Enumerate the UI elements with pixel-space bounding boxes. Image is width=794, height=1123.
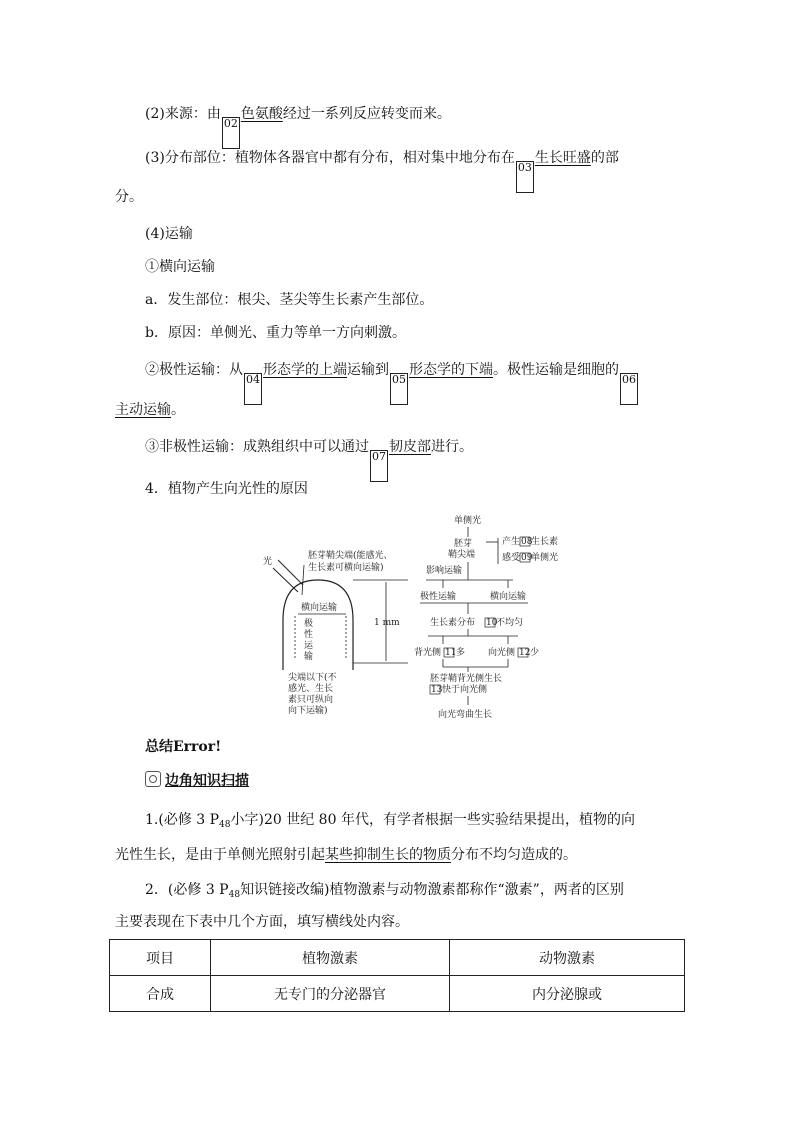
answer-05: 形态学的下端: [409, 362, 493, 378]
para2-line1: 2．(必修 3 $P_{48}$知识链接改编)植物激素与动物激素都称作“激素”，两者的区别: [145, 882, 624, 900]
polar-char-3: 运: [304, 641, 314, 651]
table-header: 动物激素: [450, 940, 685, 976]
flow-grow-2: 快于向光侧: [442, 685, 488, 695]
polar-char-4: 输: [304, 652, 314, 662]
flow-box-08: 08: [521, 537, 533, 547]
answer-box-04: 04: [244, 373, 262, 405]
para1-line2: 光性生长，是由于单侧光照射引起某些抑制生长的物质分布不均匀造成的。: [115, 847, 577, 863]
table-header: 项目: [110, 940, 211, 976]
flow-back-a: 背光侧: [414, 648, 442, 658]
answer-02: 色氨酸: [240, 106, 283, 122]
below-label-2: 感光、生长: [288, 684, 334, 694]
coleoptile-outline: [283, 580, 353, 670]
flow-box-13: 13: [431, 685, 443, 695]
line-lateral: ①横向运输: [145, 259, 215, 275]
table-row: [110, 976, 685, 1012]
flow-grow-1: 胚芽鞘背光侧生长: [430, 674, 503, 684]
flow-front-a: 向光侧: [488, 648, 516, 658]
line-cause: b．原因：单侧光、重力等单一方向刺激。: [145, 325, 406, 341]
heading-phototropism: 4．植物产生向光性的原因: [145, 481, 308, 497]
lateral-label: 横向运输: [301, 603, 338, 613]
flow-sense-b: 单侧光: [531, 553, 559, 563]
table-header: 植物激素: [211, 940, 450, 976]
line-source: (2)来源：由02色氨酸经过一系列反应转变而来。: [145, 104, 451, 149]
below-label-4: 向下运输): [288, 706, 328, 716]
polar-char-2: 性: [304, 630, 314, 640]
answer-box-02: 02: [222, 117, 240, 149]
answer-07: 韧皮部: [389, 439, 431, 455]
table-header-row: [110, 940, 685, 976]
summary-line: 总结Error!: [145, 739, 222, 755]
flow-back-b: 多: [456, 648, 466, 658]
line-polar: ②极性运输：从04形态学的上端运输到05形态学的下端。极性运输是细胞的06: [145, 360, 639, 405]
table-cell: 内分泌腺或: [450, 976, 685, 1012]
flow-tip-2: 鞘尖端: [448, 550, 476, 560]
flow-box-12: 12: [519, 648, 531, 658]
below-label-3: 素只可纵向: [288, 695, 334, 705]
flow-box-10: 10: [486, 618, 498, 628]
light-label: 光: [263, 557, 273, 567]
flow-dist-b: 不均匀: [496, 618, 524, 628]
answer-box-03: 03: [516, 161, 534, 193]
flow-front-b: 少: [530, 648, 540, 658]
table-cell: 无专门的分泌器官: [211, 976, 450, 1012]
flow-produce-a: 产生: [502, 537, 521, 547]
line-transport: (4)运输: [145, 226, 193, 242]
hormone-table: [109, 939, 685, 1012]
flow-tip-1: 胚芽: [454, 539, 473, 549]
flow-lateral: 横向运输: [490, 592, 527, 602]
flow-box-11: 11: [445, 648, 457, 658]
polar-char-1: 极: [304, 619, 314, 629]
answer-06: 主动运输: [115, 402, 171, 418]
flow-polar: 极性运输: [420, 592, 457, 602]
phototropism-diagram: [258, 510, 578, 730]
flow-light: 单侧光: [454, 516, 482, 526]
answer-box-06: 06: [620, 373, 638, 405]
section-heading: 边角知识扫描: [145, 770, 249, 790]
flow-dist-a: 生长素分布: [430, 618, 476, 628]
flow-affect: 影响运输: [426, 566, 463, 576]
scale-label: 1 mm: [374, 618, 400, 628]
line-distribution-cont: 分。: [115, 189, 143, 205]
para2-line2: 主要表现在下表中几个方面，填写横线处内容。: [115, 914, 409, 930]
answer-box-07: 07: [370, 450, 388, 482]
para1-line1: 1.(必修 3 $P_{48}$小字)20 世纪 80 年代，有学者根据一些实验结果提出，植物的向: [145, 812, 635, 830]
tip-label-2: 生长素可横向运输): [308, 563, 384, 573]
flow-produce-b: 生长素: [531, 537, 559, 547]
answer-04: 形态学的上端: [263, 362, 347, 378]
tip-label-1: 胚芽鞘尖端(能感光、: [308, 551, 393, 561]
answer-03: 生长旺盛: [534, 150, 591, 166]
table-cell: 合成: [110, 976, 211, 1012]
line-site: a．发生部位：根尖、茎尖等生长素产生部位。: [145, 292, 434, 308]
line-distribution: (3)分布部位：植物体各器官中都有分布，相对集中地分布在03生长旺盛的部: [145, 148, 619, 193]
magnifier-icon: [145, 771, 161, 787]
below-label-1: 尖端以下(不: [288, 673, 337, 683]
flow-box-09: 09: [521, 553, 533, 563]
flow-result: 向光弯曲生长: [438, 710, 493, 720]
line-polar-cont: 主动运输。: [115, 402, 185, 418]
line-nonpolar: ③非极性运输：成熟组织中可以通过07韧皮部进行。: [145, 437, 473, 482]
answer-box-05: 05: [390, 373, 408, 405]
flow-sense-a: 感受: [502, 553, 521, 563]
